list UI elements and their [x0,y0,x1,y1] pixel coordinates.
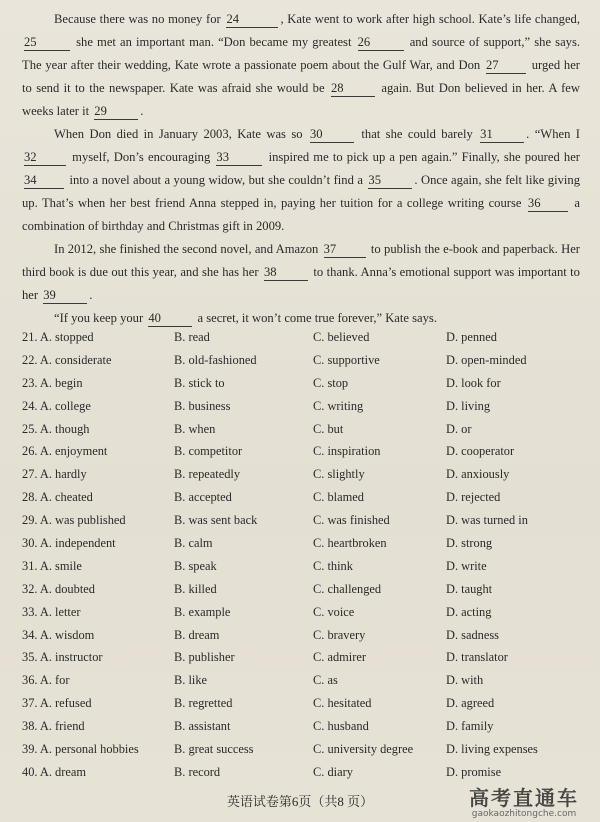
passage-text: “If you keep your [54,311,147,325]
option-d: D. cooperator [446,444,515,459]
question-options-row [22,582,582,605]
option-c: C. writing [313,398,364,413]
option-d: D. penned [446,330,497,344]
option-c: C. slightly [313,467,365,482]
option-a: 23. A. begin [22,375,83,390]
question-options-row [22,719,582,742]
answer-blank: 26 [358,35,404,51]
passage-text: , Kate went to work after high school. Kate’s life changed, [280,12,581,26]
watermark-title: 高考直通车 [469,786,579,810]
option-c: C. university degree [313,742,414,757]
option-b: B. example [174,604,231,619]
option-b: B. business [174,398,231,413]
question-options-row [22,330,582,353]
option-d: D. living expenses [446,742,538,757]
answer-blank: 24 [226,12,278,28]
option-a: 38. A. friend [22,719,85,734]
option-b: B. assistant [174,719,231,734]
option-c: C. as [313,673,338,688]
option-c: C. bravery [313,627,366,642]
option-c: C. but [313,421,344,436]
question-options-row [22,513,582,536]
passage-text: a secret, it won’t come true forever,” Kate says. [194,311,437,325]
option-a: 29. A. was published [22,513,126,528]
option-d: D. translator [446,650,508,665]
option-c: C. admirer [313,650,366,665]
question-options-row [22,399,582,422]
option-c: C. heartbroken [313,536,387,551]
option-d: D. strong [446,536,493,551]
option-d: D. look for [446,375,501,390]
watermark-url: gaokaozhitongche.com [471,809,577,819]
option-c: C. think [313,558,353,573]
option-b: B. record [174,764,221,779]
passage-paragraph [22,8,580,123]
option-c: C. was finished [313,513,390,528]
question-options-row [22,490,582,513]
option-a: 28. A. cheated [22,490,93,505]
question-options-row [22,559,582,582]
passage-text: Because there was no money for [54,12,225,26]
option-a: 21. A. stopped [22,330,94,344]
answer-blank: 38 [264,265,308,281]
option-b: B. killed [174,581,217,596]
option-a: 34. A. wisdom [22,627,95,642]
passage-text: to publish the e-book and paperback. Her third book is due out this year, and she has her [22,242,580,279]
option-d: D. anxiously [446,467,510,482]
answer-blank: 32 [24,150,66,166]
option-c: C. blamed [313,490,364,505]
option-a: 31. A. smile [22,558,82,573]
passage-text: urged her to send it to the newspaper. Kate was afraid she would be [22,58,580,95]
option-b: B. great success [174,742,254,757]
passage-text: In 2012, she finished the second novel, and Amazon [54,242,322,256]
answer-blank: 40 [148,311,192,327]
site-watermark-logo [454,782,594,819]
question-options-row [22,673,582,696]
passage-text: a combination of birthday and Christmas gift in 2009. [22,196,580,233]
option-d: D. with [446,673,484,688]
option-c: C. stop [313,375,349,390]
option-b: B. speak [174,558,217,573]
option-b: B. was sent back [174,513,258,528]
question-options-row [22,696,582,719]
option-d: D. agreed [446,696,495,711]
option-d: D. sadness [446,627,499,642]
option-d: D. rejected [446,490,501,505]
question-options-row [22,376,582,399]
answer-blank: 39 [43,288,87,304]
passage-text: . [89,288,93,302]
option-a: 24. A. college [22,398,91,413]
option-a: 39. A. personal hobbies [22,742,139,757]
option-b: B. stick to [174,375,225,390]
option-d: D. acting [446,604,492,619]
answer-blank: 34 [24,173,64,189]
question-options-row [22,353,582,376]
option-a: 22. A. considerate [22,352,112,367]
option-b: B. read [174,330,210,344]
answer-blank: 27 [486,58,526,74]
option-d: D. or [446,421,472,436]
option-d: D. was turned in [446,513,528,528]
option-c: C. supportive [313,352,380,367]
cloze-passage [22,8,580,330]
passage-text: and source of support,” she says. The year after their wedding, Kate wrote a passionate poem about the Gulf War, and Don [22,35,581,72]
option-c: C. husband [313,719,369,734]
option-a: 36. A. for [22,673,70,688]
passage-text: that she could barely [355,127,479,141]
option-c: C. believed [313,330,370,344]
answer-blank: 25 [24,35,70,51]
answer-blank: 28 [331,81,375,97]
option-d: D. write [446,558,487,573]
answer-blank: 30 [310,127,354,143]
question-options-row [22,467,582,490]
option-b: B. repeatedly [174,467,241,482]
passage-text: . “When I [526,127,580,141]
passage-paragraph [22,238,580,307]
option-a: 30. A. independent [22,536,116,551]
question-options-row [22,650,582,673]
option-a: 26. A. enjoyment [22,444,108,459]
option-a: 27. A. hardly [22,467,87,482]
option-b: B. dream [174,627,220,642]
option-c: C. inspiration [313,444,381,459]
passage-text: into a novel about a young widow, but she couldn’t find a [66,173,367,187]
passage-paragraph [22,123,580,238]
question-options-row [22,628,582,651]
option-b: B. when [174,421,216,436]
option-a: 37. A. refused [22,696,92,711]
option-b: B. calm [174,536,213,551]
page-footer: 英语试卷第6页（共8 页） [226,794,374,809]
answer-blank: 33 [216,150,262,166]
option-d: D. promise [446,764,502,779]
option-a: 25. A. though [22,421,90,436]
question-options-row [22,444,582,467]
option-b: B. publisher [174,650,235,665]
answer-blank: 29 [94,104,138,120]
option-b: B. like [174,673,208,688]
option-b: B. competitor [174,444,243,459]
question-options-row [22,605,582,628]
option-c: C. diary [313,764,353,779]
answer-blank: 37 [324,242,366,258]
passage-paragraph [22,307,580,330]
option-b: B. old-fashioned [174,352,257,367]
answer-blank: 36 [528,196,568,212]
option-d: D. living [446,398,491,413]
option-b: B. accepted [174,490,232,505]
passage-text: to thank. Anna’s emotional support was important to her [22,265,580,302]
passage-text: inspired me to pick up a pen again.” Finally, she poured her [264,150,580,164]
answer-blank: 35 [368,173,412,189]
passage-text: When Don died in January 2003, Kate was so [54,127,308,141]
option-a: 40. A. dream [22,764,87,779]
question-options-row [22,536,582,559]
option-a: 35. A. instructor [22,650,103,665]
option-d: D. family [446,719,494,734]
option-b: B. regretted [174,696,233,711]
answer-options [22,330,582,788]
option-a: 33. A. letter [22,604,81,619]
passage-text: myself, Don’s encouraging [68,150,215,164]
passage-text: . Once again, she felt like giving up. That’s when her best friend Anna stepped in, paying her tuition for a college writing course [22,173,580,210]
question-options-row [22,742,582,765]
option-d: D. open-minded [446,352,527,367]
answer-blank: 31 [480,127,524,143]
passage-text: she met an important man. “Don became my greatest [72,35,356,49]
option-a: 32. A. doubted [22,581,95,596]
option-c: C. voice [313,604,355,619]
question-options-row [22,422,582,445]
option-d: D. taught [446,581,493,596]
passage-text: again. But Don believed in her. A few weeks later it [22,81,580,118]
option-c: C. hesitated [313,696,372,711]
passage-text: . [140,104,144,118]
option-c: C. challenged [313,581,382,596]
